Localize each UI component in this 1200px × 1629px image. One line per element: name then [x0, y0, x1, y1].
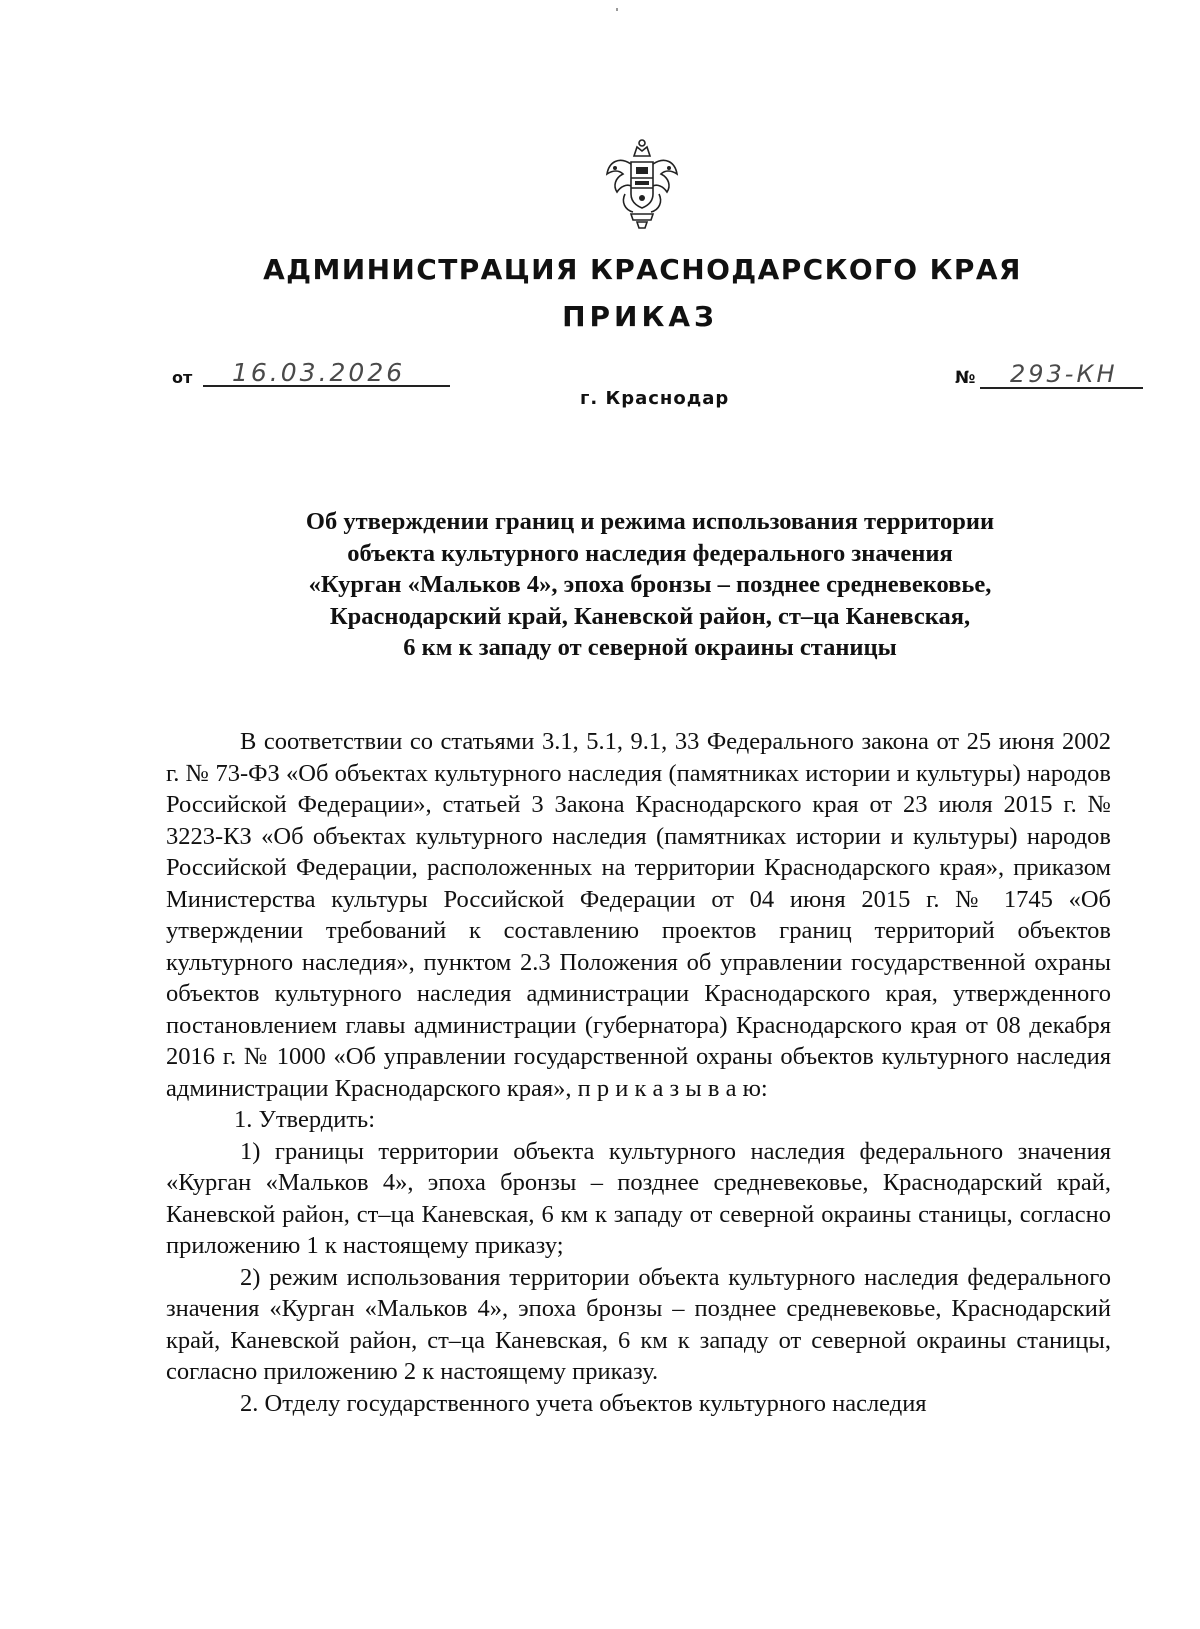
- document-type: ПРИКАЗ: [562, 300, 718, 333]
- preamble-paragraph: [166, 726, 1111, 1104]
- organization-name: АДМИНИСТРАЦИЯ КРАСНОДАРСКОГО КРАЯ: [263, 253, 1022, 286]
- item-1: 1. Утвердить:: [234, 1106, 376, 1133]
- title-line: Об утверждении границ и режима использования территории: [305, 508, 995, 535]
- preamble-text: В соответствии со статьями 3.1, 5.1, 9.1, 33 Федерального закона от 25 июня 2002 г. № 73-ФЗ «Об объектах культурного наследия (памятниках истории и культуры) народов Российской Федерации», статьей 3 Закона Краснодарского края от 23 июля 2015 г. № 3223-КЗ «Об объектах культурного наследия (памятниках истории и культуры) народов Российской Федерации, расположенных на территории Краснодарского края», приказом Министерства культуры Российской Федерации от 04 июня 2015 г. № 1745 «Об утверждении требований к составлению проектов границ территорий объектов культурного наследия», пунктом 2.3 Положения об управлении государственной охраны объектов культурного наследия администрации Краснодарского края, утвержденного постановлением главы администрации (губернатора) Краснодарского края от 08 декабря 2016 г. № 1000 «Об управлении государственной охраны объектов культурного наследия администрации Краснодарского края»,: [166, 728, 1111, 1102]
- title-line: Краснодарский край, Каневской район, ст–ца Каневская,: [329, 602, 971, 630]
- document-body: [166, 726, 1111, 1419]
- handwritten-date: 16.03.2026: [232, 358, 406, 387]
- title-line: «Курган «Мальков 4», эпоха бронзы – позднее средневековье,: [308, 571, 992, 598]
- order-word: п р и к а з ы в а ю:: [577, 1074, 768, 1102]
- scan-mark: [616, 8, 618, 11]
- item-2: 2. Отделу государственного учета объектов культурного наследия: [240, 1389, 927, 1417]
- title-line: объекта культурного наследия федерального значения: [347, 539, 953, 567]
- date-label: от: [172, 368, 193, 387]
- coat-of-arms-icon: [601, 136, 683, 232]
- handwritten-number: 293-КН: [1010, 360, 1118, 388]
- item-1-1: 1) границы территории объекта культурного наследия федерального значения «Курган «Мальков 4», эпоха бронзы – позднее средневековье, Краснодарский край, Каневской район, ст–ца Каневская, 6 км к западу от северной окраины станицы, согласно приложению 1 к настоящему приказу;: [166, 1137, 1111, 1259]
- city: г. Краснодар: [580, 388, 730, 409]
- number-label: №: [955, 368, 976, 388]
- item-1-2: 2) режим использования территории объекта культурного наследия федерального значения «Курган «Мальков 4», эпоха бронзы – позднее средневековье, Краснодарский край, Каневской район, ст–ца Каневская, 6 км к западу от северной окраины станицы, согласно приложению 2 к настоящему приказу.: [166, 1263, 1111, 1385]
- document-title: [150, 506, 1150, 664]
- title-line: 6 км к западу от северной окраины станицы: [403, 634, 897, 661]
